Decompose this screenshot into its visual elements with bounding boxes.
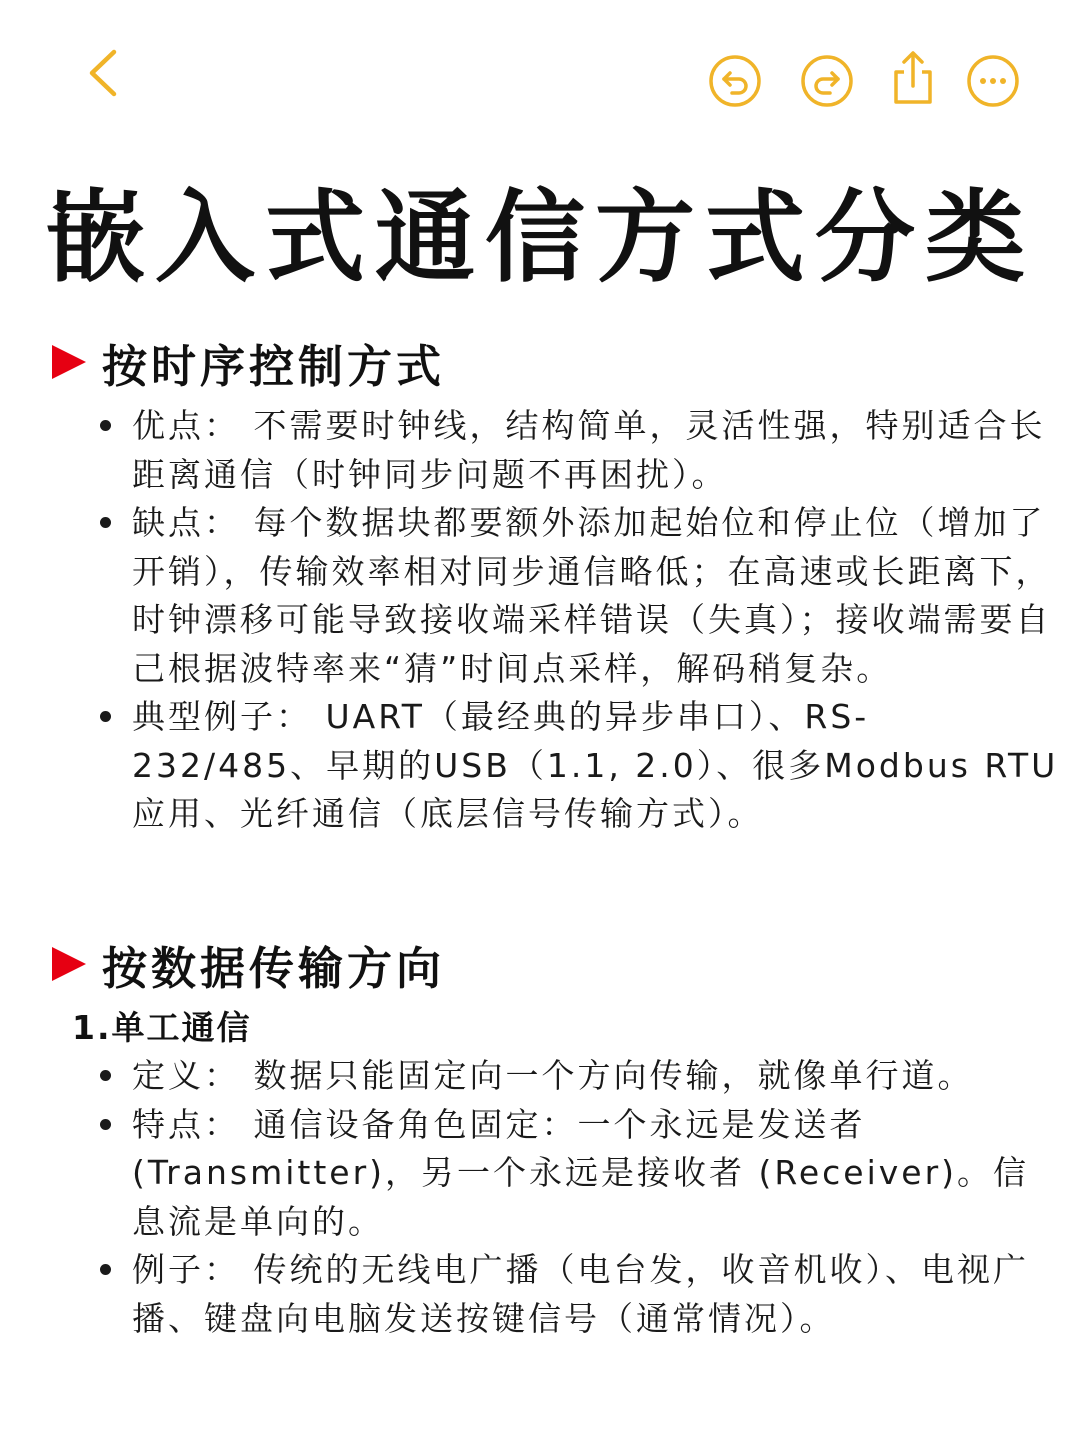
list-item-examples	[96, 1246, 1060, 1343]
list-item-text: 典型例子： UART（最经典的异步串口）、RS-232/485、早期的USB（1.1, 2.0）、很多Modbus RTU应用、光纤通信（底层信号传输方式）。	[132, 697, 1059, 833]
bullet-dot-icon	[100, 1264, 111, 1275]
back-button[interactable]	[82, 48, 126, 98]
simplex-list	[96, 1052, 1060, 1343]
bullet-dot-icon	[100, 420, 111, 431]
section-heading-direction	[52, 934, 445, 994]
section-heading-text: 按时序控制方式	[102, 339, 446, 393]
redo-button[interactable]	[800, 54, 854, 108]
top-toolbar	[0, 0, 1080, 150]
share-icon	[886, 48, 940, 106]
list-item-disadvantages	[96, 499, 1060, 693]
section-heading-timing	[52, 332, 445, 392]
list-item-text: 缺点： 每个数据块都要额外添加起始位和停止位（增加了开销），传输效率相对同步通信略低；在高速或长距离下，时钟漂移可能导致接收端采样错误（失真）；接收端需要自己根据波特率来“猜”时间点采样，解码稍复杂。	[132, 503, 1052, 688]
list-item-text: 定义： 数据只能固定向一个方向传输，就像单行道。	[132, 1056, 974, 1095]
list-item-examples	[96, 693, 1060, 839]
triangle-bullet-icon	[52, 345, 86, 379]
list-item-text: 例子： 传统的无线电广播（电台发，收音机收）、电视广播、键盘向电脑发送按键信号（通常情况）。	[132, 1250, 1029, 1338]
more-icon	[966, 54, 1020, 108]
section-heading-text: 按数据传输方向	[102, 941, 446, 995]
list-item-features	[96, 1101, 1060, 1247]
list-item-advantages	[96, 402, 1060, 499]
note-title: 嵌入式通信方式分类	[45, 179, 1035, 296]
list-item-text: 特点： 通信设备角色固定：一个永远是发送者 (Transmitter)，另一个永远是接收者 (Receiver)。信息流是单向的。	[132, 1104, 1030, 1241]
undo-button[interactable]	[708, 54, 762, 108]
list-item-text: 优点： 不需要时钟线，结构简单，灵活性强，特别适合长距离通信（时钟同步问题不再困扰）。	[132, 406, 1046, 494]
redo-icon	[800, 54, 854, 108]
bullet-dot-icon	[100, 517, 111, 528]
bullet-dot-icon	[100, 711, 111, 722]
list-item-definition	[96, 1052, 1060, 1101]
triangle-bullet-icon	[52, 947, 86, 981]
chevron-left-icon	[82, 48, 126, 98]
subheading-simplex: 1.单工通信	[72, 1008, 252, 1047]
undo-icon	[708, 54, 762, 108]
more-button[interactable]	[966, 54, 1020, 108]
bullet-dot-icon	[100, 1119, 111, 1130]
timing-list	[96, 402, 1060, 839]
share-button[interactable]	[886, 48, 940, 106]
bullet-dot-icon	[100, 1070, 111, 1081]
